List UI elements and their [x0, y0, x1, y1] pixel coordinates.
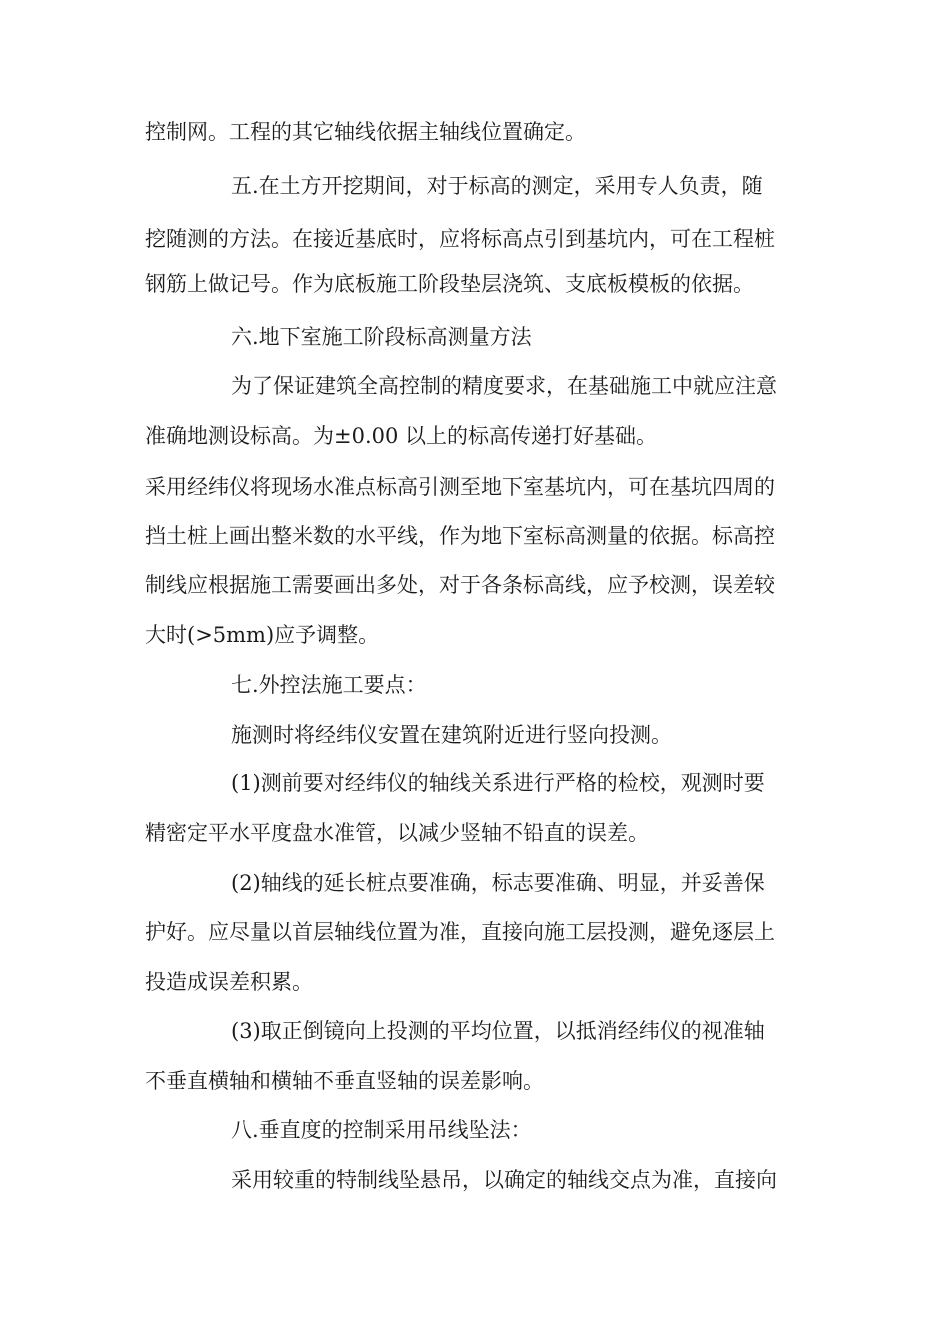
text-line: 采用经纬仪将现场水准点标高引测至地下室基坑内，可在基坑四周的 — [145, 475, 775, 499]
text-line: 投造成误差积累。 — [145, 970, 313, 994]
text-line: 准确地测设标高。为±0.00 以上的标高传递打好基础。 — [145, 424, 658, 448]
section-8-heading: 八.垂直度的控制采用吊线坠法： — [231, 1118, 532, 1142]
text-line: 制线应根据施工需要画出多处，对于各条标高线，应予校测，误差较 — [145, 573, 775, 597]
section-5-paragraph: 五.在土方开挖期间，对于标高的测定，采用专人负责，随 — [231, 174, 763, 198]
list-item-1: (1)测前要对经纬仪的轴线关系进行严格的检校，观测时要 — [231, 771, 765, 795]
list-item-3: (3)取正倒镜向上投测的平均位置，以抵消经纬仪的视准轴 — [231, 1019, 765, 1043]
text-line: 挖随测的方法。在接近基底时，应将标高点引到基坑内，可在工程桩 — [145, 227, 775, 251]
text-line: 钢筋上做记号。作为底板施工阶段垫层浇筑、支底板模板的依据。 — [145, 272, 754, 296]
text-line: 采用较重的特制线坠悬吊，以确定的轴线交点为准，直接向 — [231, 1168, 777, 1192]
text-line: 护好。应尽量以首层轴线位置为准，直接向施工层投测，避免逐层上 — [145, 920, 775, 944]
text-line: 挡土桩上画出整米数的水平线，作为地下室标高测量的依据。标高控 — [145, 524, 775, 548]
text-line: 为了保证建筑全高控制的精度要求，在基础施工中就应注意 — [231, 374, 777, 398]
text-line: 大时(>5mm)应予调整。 — [145, 623, 380, 647]
text-line: 施测时将经纬仪安置在建筑附近进行竖向投测。 — [231, 723, 672, 747]
text-line: 精密定平水平度盘水准管，以减少竖轴不铅直的误差。 — [145, 821, 649, 845]
section-6-heading: 六.地下室施工阶段标高测量方法 — [231, 325, 532, 349]
list-item-2: (2)轴线的延长桩点要准确，标志要准确、明显，并妥善保 — [231, 871, 765, 895]
text-line: 不垂直横轴和横轴不垂直竖轴的误差影响。 — [145, 1069, 544, 1093]
text-line: 控制网。工程的其它轴线依据主轴线位置确定。 — [145, 120, 586, 144]
section-7-heading: 七.外控法施工要点： — [231, 673, 427, 697]
